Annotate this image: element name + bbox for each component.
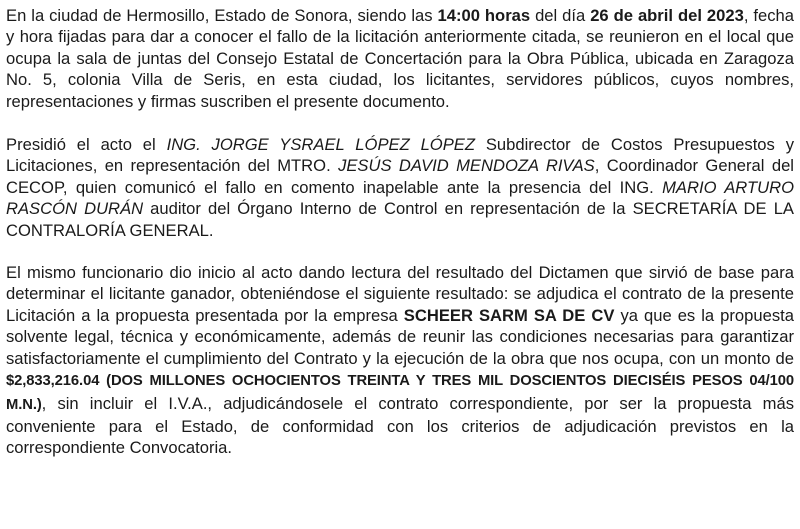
text-span: ya que es la propuesta solvente legal, técnica y económicamente, además de reunir las condiciones necesarias para garantizar satisfactoriamente el cumplimiento del Contrato y la ejecución de la obra que nos ocupa, con un monto de [6, 305, 794, 368]
meeting-date: 26 de abril del 2023 [590, 6, 744, 25]
text-span: , sin incluir el I.V.A., adjudicándosele el contrato correspondiente, por ser la propuesta más conveniente para el Estado, de conformidad con los criterios de adjudicación previstos en la correspondiente Convocatoria. [6, 393, 794, 458]
text-span: El mismo funcionario dio inicio al acto dando lectura del resultado del Dictamen que sirvió de base para determinar el licitante ganador, obteniéndose el siguiente resultado: se adjudica el contrato de la presente Licitación a la propuesta presentada por la empresa [6, 263, 794, 325]
text-span: Presidió el acto el [6, 135, 167, 155]
winning-company: SCHEER SARM SA DE CV [403, 305, 615, 325]
text-span: , Coordinador General del CECOP, quien comunicó el fallo en comento inapelable ante la presencia del ING. [6, 156, 794, 197]
meeting-time: 14:00 horas [437, 6, 531, 25]
paragraph-presiding-officials [6, 134, 794, 241]
official-name-auditor: MARIO ARTURO RASCÓN DURÁN [6, 177, 794, 219]
paragraph-meeting-details [6, 5, 794, 112]
text-span: , fecha y hora fijadas para dar a conocer el fallo de la licitación anteriormente citada, se reunieron en el local que ocupa la sala de juntas del Consejo Estatal de Concertación para la Obra Pública, ubicada en Zaragoza No. 5, colonia Villa de Seris, en esta ciudad, los licitantes, servidores públicos, cuyos nombres, representaciones y firmas suscriben el presente documento. [6, 6, 794, 111]
contract-amount: $2,833,216.04 (DOS MILLONES OCHOCIENTOS TREINTA Y TRES MIL DOSCIENTOS DIECISÉIS PESOS 04/100 M.N.) [6, 373, 794, 413]
text-span: En la ciudad de Hermosillo, Estado de Sonora, siendo las [6, 6, 438, 25]
official-name-presiding: ING. JORGE YSRAEL LÓPEZ LÓPEZ [166, 135, 475, 155]
text-span: Subdirector de Costos Presupuestos y Licitaciones, en representación del MTRO. [6, 135, 794, 176]
document-body [6, 5, 794, 459]
official-name-coordinator: JESÚS DAVID MENDOZA RIVAS [338, 156, 595, 176]
text-span: del día [530, 6, 591, 25]
text-span: auditor del Órgano Interno de Control en representación de la SECRETARÍA DE LA CONTRALORÍA GENERAL. [6, 199, 794, 240]
paragraph-award-result [6, 262, 794, 459]
